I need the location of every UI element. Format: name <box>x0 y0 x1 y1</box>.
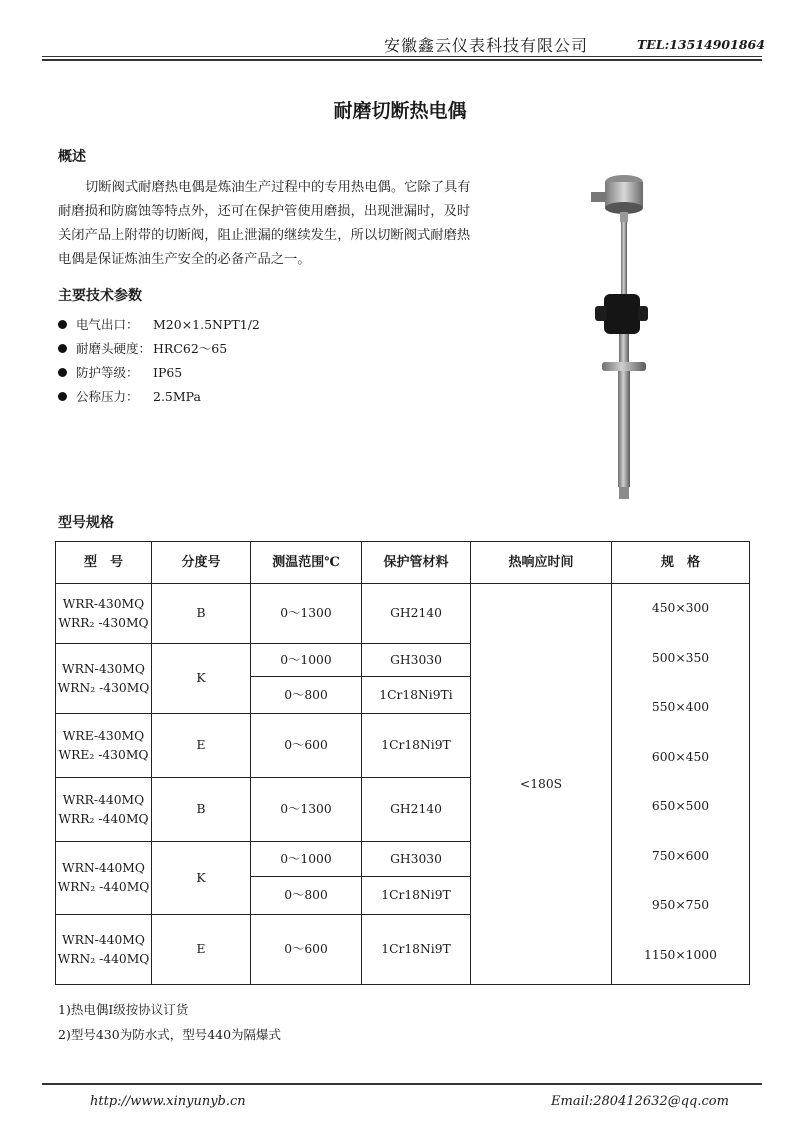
param-item <box>58 337 260 361</box>
range-cell: 0～600 <box>251 915 362 985</box>
spec-item: 600×450 <box>651 749 710 764</box>
spec-item: 750×600 <box>651 848 710 863</box>
model-cell <box>56 644 152 714</box>
overview-text: 切断阀式耐磨热电偶是炼油生产过程中的专用热电偶。它除了具有耐磨损和防腐蚀等特点外，还可在保护管使用磨损，出现泄漏时，及时关闭产品上附带的切断阀，阻止泄漏的继续发生，所以切断阀式耐磨热电偶是保证炼油生产安全的必备产品之一。 <box>58 180 471 267</box>
model-name: WRN-440MQ <box>62 861 145 875</box>
param-label: 公称压力： <box>76 389 139 404</box>
range-cell: 0～1000 <box>251 842 362 877</box>
model-name: WRR-440MQ <box>62 792 145 807</box>
bullet-icon <box>58 344 67 353</box>
company-name: 安徽鑫云仪表科技有限公司 <box>384 36 589 55</box>
model-name: WRE₂ -430MQ <box>58 747 149 762</box>
spec-item: 550×400 <box>651 700 710 714</box>
model-name: WRR₂ -430MQ <box>58 615 149 630</box>
range-cell: 0～800 <box>251 677 362 714</box>
bullet-icon <box>58 368 67 377</box>
model-name: WRR₂ -440MQ <box>58 811 149 826</box>
spec-item: 450×300 <box>651 601 710 615</box>
spec-list <box>612 599 749 995</box>
email-address[interactable]: Email:280412632@qq.com <box>551 1094 729 1109</box>
response-time-cell: <180S <box>471 584 612 985</box>
table-header-row <box>56 542 750 584</box>
header-divider-thin <box>42 56 762 57</box>
range-cell: 0～1000 <box>251 644 362 677</box>
model-name: WRE-430MQ <box>62 728 145 743</box>
spec-item: 1150×1000 <box>644 947 717 962</box>
thermocouple-product-image <box>580 168 660 503</box>
note-2: 2)型号430为防水式，型号440为隔爆式 <box>58 1027 282 1042</box>
model-name: WRN₂ -440MQ <box>57 880 150 894</box>
model-heading: 型号规格 <box>58 515 114 531</box>
model-cell <box>56 915 152 985</box>
param-value: M20×1.5NPT1/2 <box>153 317 260 332</box>
material-cell: GH3030 <box>362 644 471 677</box>
range-cell: 0～600 <box>251 714 362 778</box>
model-cell <box>56 584 152 644</box>
material-cell: 1Cr18Ni9T <box>362 877 471 915</box>
param-value: 2.5MPa <box>153 389 201 404</box>
note-1: 1)热电偶Ⅰ级按协议订货 <box>58 1002 189 1017</box>
graduation-cell: K <box>152 842 251 915</box>
column-header: 测温范围℃ <box>251 542 362 584</box>
material-cell: GH2140 <box>362 778 471 842</box>
telephone: TEL:13514901864 <box>637 37 765 52</box>
model-cell <box>56 842 152 915</box>
model-name: WRN₂ -440MQ <box>57 951 150 966</box>
material-cell: GH2140 <box>362 584 471 644</box>
graduation-cell: E <box>152 714 251 778</box>
material-cell: 1Cr18Ni9T <box>362 915 471 985</box>
header-divider-thick <box>42 59 762 61</box>
column-header: 分度号 <box>152 542 251 584</box>
table-row <box>56 584 750 644</box>
param-item <box>58 313 260 337</box>
column-header: 规 格 <box>612 542 750 584</box>
material-cell: 1Cr18Ni9Ti <box>362 677 471 714</box>
param-item <box>58 385 260 409</box>
param-label: 耐磨头硬度： <box>76 341 152 356</box>
model-name: WRN-430MQ <box>62 661 145 676</box>
range-cell: 0～1300 <box>251 584 362 644</box>
website-link[interactable]: http://www.xinyunyb.cn <box>90 1094 246 1109</box>
bullet-icon <box>58 320 67 329</box>
graduation-cell: B <box>152 584 251 644</box>
overview-heading: 概述 <box>58 149 86 165</box>
bullet-icon <box>58 392 67 401</box>
graduation-cell: B <box>152 778 251 842</box>
spec-item: 650×500 <box>651 799 710 813</box>
range-cell: 0～800 <box>251 877 362 915</box>
param-label: 电气出口： <box>76 317 139 332</box>
model-name: WRN₂ -430MQ <box>57 680 150 695</box>
material-cell: GH3030 <box>362 842 471 877</box>
column-header: 型 号 <box>56 542 152 584</box>
param-item <box>58 361 260 385</box>
model-name: WRR-430MQ <box>62 596 145 611</box>
column-header: 保护管材料 <box>362 542 471 584</box>
params-heading: 主要技术参数 <box>58 288 142 304</box>
spec-item: 950×750 <box>651 898 710 912</box>
model-name: WRN-440MQ <box>62 932 145 947</box>
graduation-cell: E <box>152 915 251 985</box>
spec-cell <box>612 584 750 985</box>
model-spec-table <box>55 541 750 985</box>
range-cell: 0～1300 <box>251 778 362 842</box>
param-value: IP65 <box>153 365 183 380</box>
model-cell <box>56 714 152 778</box>
param-value: HRC62～65 <box>153 341 228 356</box>
model-cell <box>56 778 152 842</box>
params-list <box>58 313 260 409</box>
column-header: 热响应时间 <box>471 542 612 584</box>
footer-divider <box>42 1083 762 1085</box>
graduation-cell: K <box>152 644 251 714</box>
spec-item: 500×350 <box>651 650 710 665</box>
material-cell: 1Cr18Ni9T <box>362 714 471 778</box>
page-title: 耐磨切断热电偶 <box>333 100 467 122</box>
param-label: 防护等级： <box>76 365 139 380</box>
